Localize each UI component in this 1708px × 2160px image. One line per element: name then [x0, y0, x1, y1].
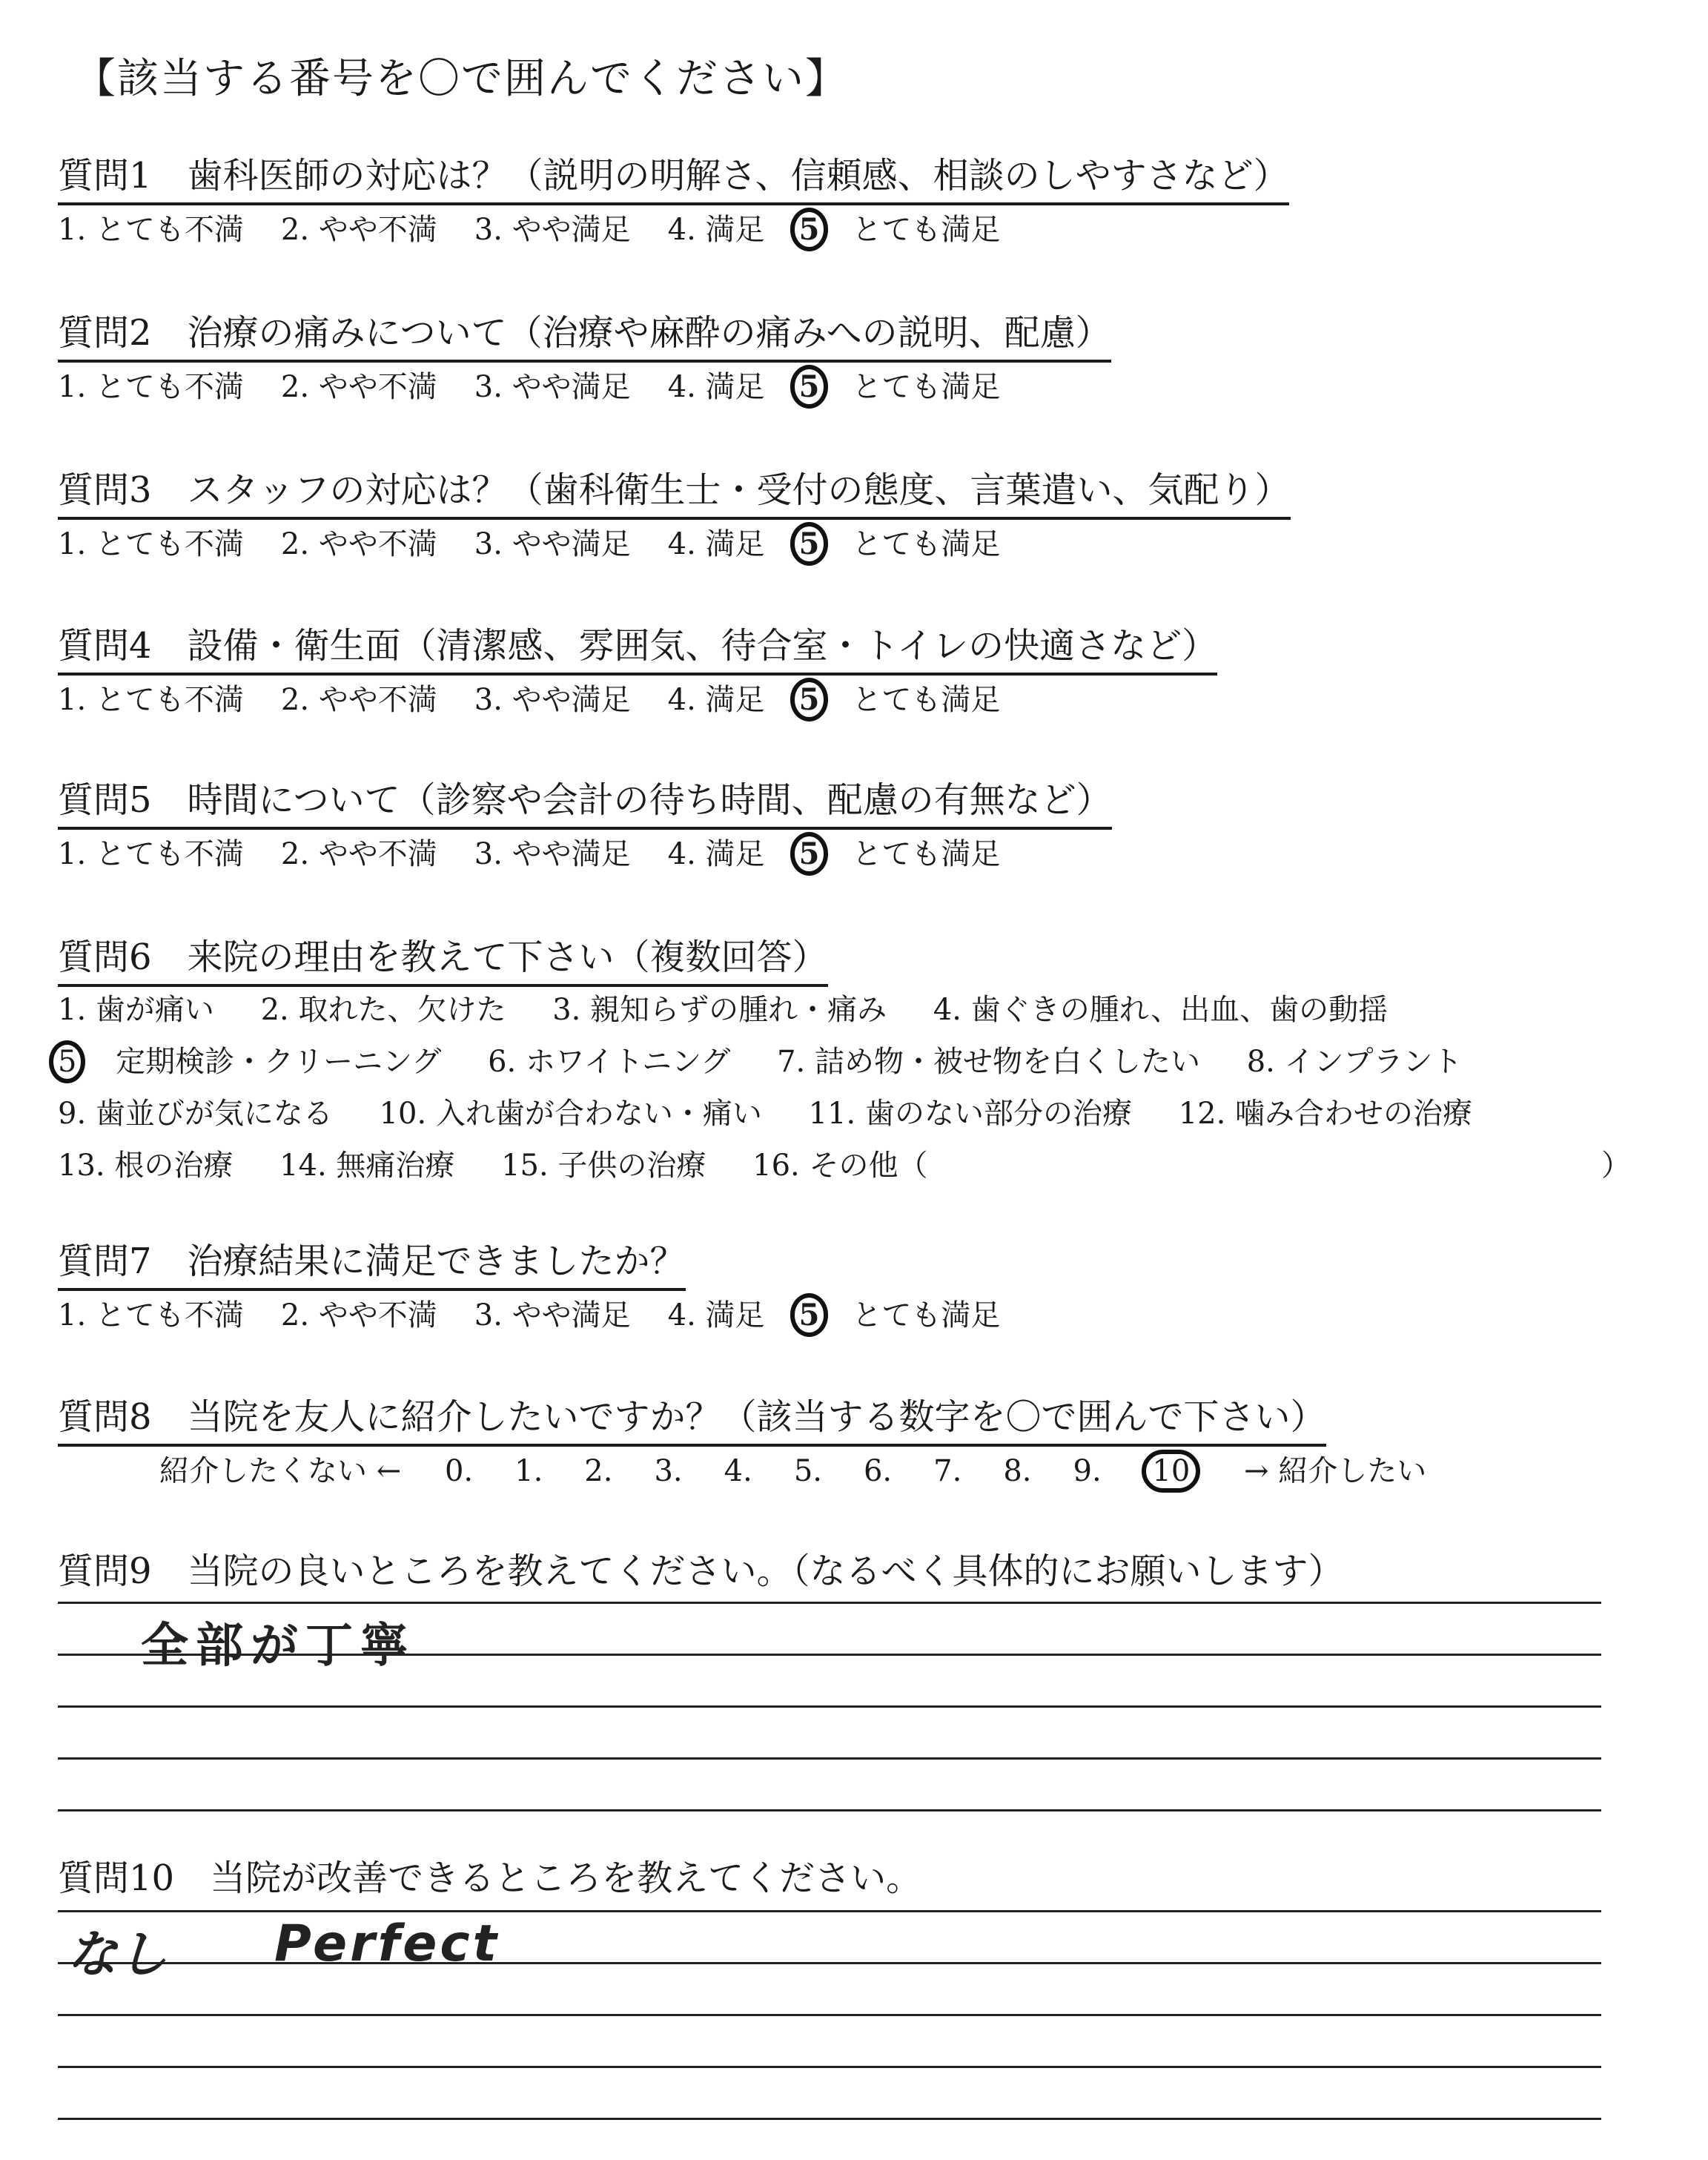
q6-option: 6. ホワイトニング	[488, 1045, 731, 1079]
q6-option: 9. 歯並びが気になる	[58, 1097, 333, 1131]
q6-option-other: 16. その他（	[752, 1149, 928, 1183]
option-1: 1. とても不満	[58, 1298, 244, 1332]
answer-line	[58, 1910, 1601, 1912]
question-6-row-1	[58, 986, 1425, 1028]
page-title: 【該当する番号を〇で囲んでください】	[74, 55, 848, 103]
option-5-label: とても満足	[852, 683, 1001, 717]
question-8-heading: 質問8 当院を友人に紹介したいですか？（該当する数字を〇で囲んで下さい）	[58, 1388, 1326, 1447]
option-4: 4. 満足	[667, 1298, 765, 1332]
question-1-heading: 質問1 歯科医師の対応は？（説明の明解さ、信頼感、相談のしやすさなど）	[58, 147, 1289, 205]
option-5-circled: 5	[798, 836, 820, 871]
option-3: 3. やや満足	[474, 527, 631, 561]
q8-scale-number: 3.	[654, 1454, 683, 1488]
q6-option: 11. 歯のない部分の治療	[808, 1097, 1132, 1131]
q8-scale-number: 5.	[793, 1454, 822, 1488]
option-3: 3. やや満足	[474, 837, 631, 871]
answer-line	[58, 1602, 1601, 1604]
q8-circled-answer: 10	[1152, 1454, 1191, 1488]
question-7-heading: 質問7 治療結果に満足できましたか？	[58, 1232, 686, 1291]
q8-right-label: → 紹介したい	[1244, 1454, 1427, 1488]
q9-handwritten-answer: 全部が丁寧	[141, 1619, 415, 1674]
question-7-options	[58, 1292, 1037, 1334]
option-1: 1. とても不満	[58, 837, 244, 871]
answer-line	[58, 2118, 1601, 2120]
option-5-circled: 5	[798, 212, 820, 247]
q8-scale-number: 6.	[863, 1454, 893, 1488]
question-6-row-4	[58, 1142, 927, 1184]
option-2: 2. やや不満	[280, 527, 437, 561]
q6-option: 定期検診・クリーニング	[116, 1045, 442, 1079]
question-8-scale	[159, 1447, 1426, 1490]
answer-line	[58, 2066, 1601, 2068]
option-4: 4. 満足	[667, 837, 765, 871]
q8-scale-number: 9.	[1073, 1454, 1102, 1488]
option-5-label: とても満足	[852, 213, 1001, 247]
option-2: 2. やや不満	[280, 213, 437, 247]
q6-option: 15. 子供の治療	[501, 1149, 706, 1183]
question-1-options	[58, 206, 1037, 248]
question-9-heading: 質問9 当院の良いところを教えてください。（なるべく具体的にお願いします）	[58, 1550, 1344, 1592]
question-3-options	[58, 521, 1037, 563]
question-6-heading: 質問6 来院の理由を教えて下さい（複数回答）	[58, 928, 828, 987]
question-2-heading: 質問2 治療の痛みについて（治療や麻酔の痛みへの説明、配慮）	[58, 304, 1111, 363]
option-5-circled: 5	[798, 682, 820, 717]
option-5-label: とても満足	[852, 837, 1001, 871]
q8-scale-number: 4.	[724, 1454, 752, 1488]
q8-scale-number: 1.	[514, 1454, 543, 1488]
q8-scale-number: 7.	[933, 1454, 962, 1488]
option-4: 4. 満足	[667, 527, 765, 561]
option-1: 1. とても不満	[58, 683, 244, 717]
option-3: 3. やや満足	[474, 370, 631, 404]
question-5-options	[58, 830, 1037, 873]
q10-handwritten-answer-en: Perfect	[274, 1915, 500, 1973]
q6-option: 7. 詰め物・被せ物を白くしたい	[777, 1045, 1200, 1079]
q8-left-label: 紹介したくない ←	[159, 1454, 402, 1488]
q6-option: 14. 無痛治療	[279, 1149, 455, 1183]
answer-line	[58, 1757, 1601, 1760]
option-5-label: とても満足	[852, 370, 1001, 404]
answer-line	[58, 1809, 1601, 1811]
q8-scale-number: 2.	[584, 1454, 613, 1488]
question-2-options	[58, 363, 1037, 406]
option-3: 3. やや満足	[474, 213, 631, 247]
q6-option: 4. 歯ぐきの腫れ、出血、歯の動揺	[933, 993, 1388, 1027]
question-4-heading: 質問4 設備・衛生面（清潔感、雰囲気、待合室・トイレの快適さなど）	[58, 617, 1217, 676]
q8-scale-number: 0.	[444, 1454, 474, 1488]
option-2: 2. やや不満	[280, 1298, 437, 1332]
q10-handwritten-answer-ja: なし	[67, 1926, 168, 1984]
question-3-heading: 質問3 スタッフの対応は？（歯科衛生士・受付の態度、言葉遣い、気配り）	[58, 461, 1291, 520]
q8-scale-number: 8.	[1003, 1454, 1032, 1488]
option-3: 3. やや満足	[474, 683, 631, 717]
option-1: 1. とても不満	[58, 213, 244, 247]
q6-option: 12. 噛み合わせの治療	[1178, 1097, 1473, 1131]
q8-numbers	[445, 1454, 1143, 1488]
option-5-circled: 5	[798, 1298, 820, 1332]
question-6-row-3	[58, 1090, 1509, 1132]
question-6-row-2	[58, 1038, 1500, 1080]
q6-option: 3. 親知らずの腫れ・痛み	[552, 993, 887, 1027]
option-2: 2. やや不満	[280, 837, 437, 871]
option-5-label: とても満足	[852, 527, 1001, 561]
question-5-heading: 質問5 時間について（診察や会計の待ち時間、配慮の有無など）	[58, 771, 1112, 830]
option-5-label: とても満足	[852, 1298, 1001, 1332]
option-2: 2. やや不満	[280, 370, 437, 404]
q6-option: 10. 入れ歯が合わない・痛い	[379, 1097, 762, 1131]
option-5-circled: 5	[798, 369, 820, 404]
q6-option: 2. 取れた、欠けた	[260, 993, 506, 1027]
option-1: 1. とても不満	[58, 527, 244, 561]
option-2: 2. やや不満	[280, 683, 437, 717]
answer-line	[58, 1705, 1601, 1708]
question-10-heading: 質問10 当院が改善できるところを教えてください。	[58, 1857, 922, 1899]
q6-option: 1. 歯が痛い	[58, 993, 214, 1027]
q6-option: 13. 根の治療	[58, 1149, 234, 1183]
option-4: 4. 満足	[667, 370, 765, 404]
question-4-options	[58, 676, 1037, 719]
q6-option: 8. インプラント	[1246, 1045, 1463, 1079]
option-4: 4. 満足	[667, 683, 765, 717]
q6-other-close-paren: ）	[1601, 1149, 1631, 1183]
answer-line	[58, 2014, 1601, 2016]
option-3: 3. やや満足	[474, 1298, 631, 1332]
option-5-circled: 5	[798, 526, 820, 561]
option-1: 1. とても不満	[58, 370, 244, 404]
q6-circled-answer: 5	[58, 1045, 77, 1079]
option-4: 4. 満足	[667, 213, 765, 247]
